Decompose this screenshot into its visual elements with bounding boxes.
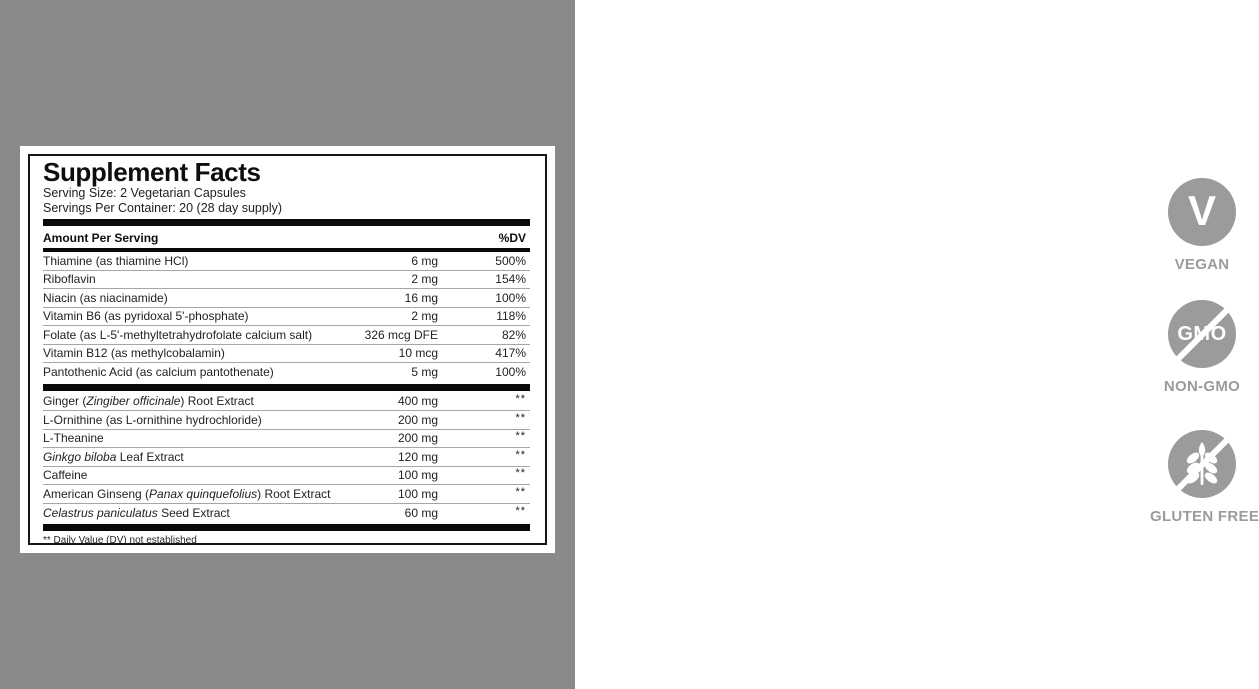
thick-divider-bar bbox=[43, 384, 530, 391]
gmo-text: GMO bbox=[1177, 322, 1227, 345]
ingredient-amount: 60 mg bbox=[404, 505, 438, 520]
ingredient-name: Caffeine bbox=[43, 468, 88, 483]
table-row bbox=[43, 504, 530, 523]
ingredient-amount: 100 mg bbox=[397, 468, 438, 483]
amount-per-serving-header: Amount Per Serving bbox=[43, 230, 159, 245]
ingredient-name: Vitamin B12 (as methylcobalamin) bbox=[43, 346, 225, 361]
table-row bbox=[43, 326, 530, 345]
gluten-free-label: GLUTEN FREE bbox=[1150, 508, 1259, 525]
ingredient-name: American Ginseng (Panax quinquefolius) Root Extract bbox=[43, 486, 331, 501]
table-row bbox=[43, 448, 530, 467]
botanicals-section bbox=[43, 393, 530, 523]
ingredient-amount: 6 mg bbox=[411, 253, 438, 268]
ingredient-amount: 120 mg bbox=[397, 449, 438, 464]
ingredient-name: Niacin (as niacinamide) bbox=[43, 290, 168, 305]
ingredient-name: Ginger (Zingiber officinale) Root Extract bbox=[43, 394, 254, 409]
ingredient-name: Thiamine (as thiamine HCl) bbox=[43, 253, 189, 268]
ingredient-amount: 16 mg bbox=[404, 290, 438, 305]
ingredient-dv: 100% bbox=[495, 290, 526, 305]
vegan-circle-icon bbox=[1168, 178, 1236, 246]
ingredient-name: L-Ornithine (as L-ornithine hydrochloride) bbox=[43, 412, 262, 427]
ingredient-dv: 417% bbox=[495, 346, 526, 361]
ingredient-dv: 154% bbox=[495, 272, 526, 287]
vegan-badge bbox=[1150, 178, 1254, 273]
ingredient-dv: ** bbox=[515, 485, 526, 498]
supplement-facts-border bbox=[28, 154, 547, 545]
ingredient-name: Riboflavin bbox=[43, 272, 96, 287]
v-letter: V bbox=[1187, 186, 1216, 234]
non-gmo-circle-icon bbox=[1168, 300, 1236, 368]
gluten-free-circle-icon bbox=[1168, 430, 1236, 498]
ingredient-dv: 500% bbox=[495, 253, 526, 268]
ingredient-amount: 400 mg bbox=[397, 394, 438, 409]
table-row bbox=[43, 411, 530, 430]
serving-size: Serving Size: 2 Vegetarian Capsules bbox=[43, 186, 246, 200]
ingredient-amount: 5 mg bbox=[411, 365, 438, 380]
thick-divider-bar bbox=[43, 219, 530, 226]
ingredient-amount: 2 mg bbox=[411, 309, 438, 324]
ingredient-amount: 2 mg bbox=[411, 272, 438, 287]
ingredient-dv: ** bbox=[515, 393, 526, 406]
ingredient-amount: 100 mg bbox=[397, 486, 438, 501]
ingredient-name: L-Theanine bbox=[43, 431, 104, 446]
supplement-facts-title: Supplement Facts bbox=[43, 157, 261, 187]
table-row bbox=[43, 430, 530, 449]
non-gmo-badge bbox=[1150, 300, 1254, 395]
supplement-facts-card bbox=[20, 146, 555, 553]
badge-column bbox=[575, 0, 1259, 689]
table-header-row bbox=[43, 228, 530, 247]
vitamins-section bbox=[43, 252, 530, 382]
non-gmo-label: NON-GMO bbox=[1163, 378, 1241, 395]
ingredient-name: Folate (as L-5'-methyltetrahydrofolate calcium salt) bbox=[43, 327, 313, 342]
table-row bbox=[43, 363, 530, 382]
ingredient-name: Celastrus paniculatus Seed Extract bbox=[43, 505, 230, 520]
ingredient-dv: ** bbox=[515, 448, 526, 461]
table-row bbox=[43, 271, 530, 290]
dv-header: %DV bbox=[498, 230, 526, 245]
ingredient-dv: 118% bbox=[496, 309, 526, 324]
table-row bbox=[43, 467, 530, 486]
daily-value-footnote: ** Daily Value (DV) not established bbox=[43, 535, 197, 546]
servings-per-container: Servings Per Container: 20 (28 day supply) bbox=[43, 201, 283, 215]
table-row bbox=[43, 308, 530, 327]
ingredient-name: Pantothenic Acid (as calcium pantothenate) bbox=[43, 365, 274, 380]
ingredient-amount: 10 mcg bbox=[398, 346, 438, 361]
ingredient-dv: 82% bbox=[501, 327, 526, 342]
table-row bbox=[43, 289, 530, 308]
ingredient-amount: 200 mg bbox=[397, 431, 438, 446]
table-row bbox=[43, 252, 530, 271]
ingredient-dv: 100% bbox=[495, 365, 526, 380]
ingredient-amount: 200 mg bbox=[397, 412, 438, 427]
ingredient-name: Ginkgo biloba Leaf Extract bbox=[43, 449, 184, 464]
ingredient-dv: ** bbox=[515, 430, 526, 443]
wheat-icon bbox=[1168, 430, 1236, 498]
vegan-label: VEGAN bbox=[1174, 256, 1230, 273]
thick-divider-bar bbox=[43, 524, 530, 531]
gluten-free-badge bbox=[1150, 430, 1259, 525]
ingredient-dv: ** bbox=[515, 504, 526, 517]
table-row bbox=[43, 345, 530, 364]
ingredient-name: Vitamin B6 (as pyridoxal 5'-phosphate) bbox=[43, 309, 249, 324]
table-row bbox=[43, 485, 530, 504]
ingredient-dv: ** bbox=[515, 411, 526, 424]
table-row bbox=[43, 393, 530, 412]
ingredient-dv: ** bbox=[515, 467, 526, 480]
ingredient-amount: 326 mcg DFE bbox=[364, 327, 438, 342]
